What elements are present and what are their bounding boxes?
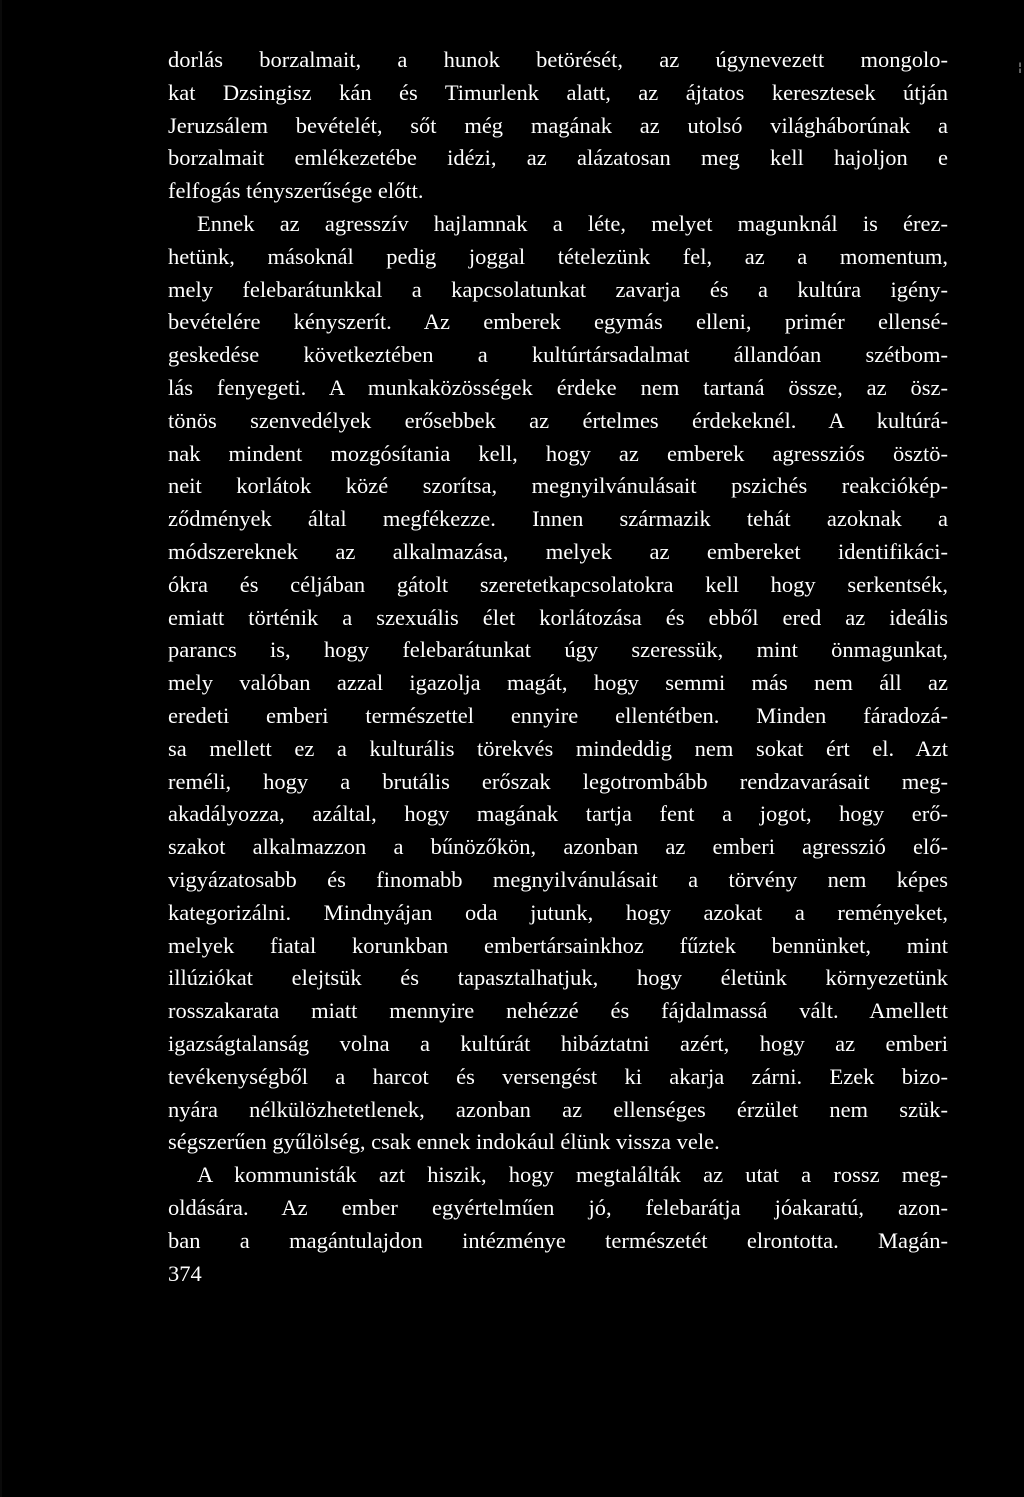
text-line-32: tevékenységből a harcot és versengést ki akarja zárni. Ezek bizo- — [168, 1063, 948, 1089]
text-line-6: Ennek az agresszív hajlamnak a léte, melyet magunknál is érez- — [197, 210, 948, 236]
text-line-13: nak mindent mozgósítania kell, hogy az emberek agressziós ösztö- — [168, 440, 948, 466]
text-line-11: lás fenyegeti. A munkaközösségek érdeke nem tartaná össze, az ösz- — [168, 374, 948, 400]
text-line-27: kategorizálni. Mindnyájan oda jutunk, hogy azokat a reményeket, — [168, 899, 948, 925]
text-line-36: oldására. Az ember egyértelműen jó, felebarátja jóakaratú, azon- — [168, 1194, 948, 1220]
text-line-37: ban a magántulajdon intézménye természetét elrontotta. Magán- — [168, 1227, 948, 1253]
text-line-23: reméli, hogy a brutális erőszak legotrombább rendzavarásait meg- — [168, 768, 948, 794]
text-line-30: rosszakarata miatt mennyire nehézzé és fájdalmassá vált. Amellett — [168, 998, 948, 1024]
right-edge-mark: ¦ — [1017, 60, 1022, 74]
text-line-33: nyára nélkülözhetetlenek, azonban az ellenséges érzület nem szük- — [168, 1096, 948, 1122]
text-line-1: dorlás borzalmait, a hunok betörését, az úgynevezett mongolo- — [168, 47, 948, 72]
text-line-20: mely valóban azzal igazolja magát, hogy semmi más nem áll az — [168, 670, 948, 696]
text-line-29: illúziókat elejtsük és tapasztalhatjuk, hogy életünk környezetünk — [168, 965, 948, 991]
text-line-22: sa mellett ez a kulturális törekvés mindeddig nem sokat ért el. Azt — [168, 735, 948, 761]
text-line-21: eredeti emberi természettel ennyire ellentétben. Minden fáradozá- — [168, 702, 948, 728]
text-line-8: mely felebarátunkkal a kapcsolatunkat zavarja és a kultúra igény- — [168, 276, 948, 302]
text-line-28: melyek fiatal korunkban embertársainkhoz fűztek bennünket, mint — [168, 932, 948, 958]
text-line-15: ződmények által megfékezze. Innen származik tehát azoknak a — [168, 506, 948, 532]
text-line-5: felfogás tényszerűsége előtt. — [168, 178, 424, 204]
text-line-2: kat Dzsingisz kán és Timurlenk alatt, az ájtatos keresztesek útján — [168, 79, 948, 105]
text-line-12: tönös szenvedélyek erősebbek az értelmes érdekeknél. A kultúrá- — [168, 407, 948, 433]
page-number: 374 — [168, 1261, 202, 1286]
text-line-4: borzalmait emlékezetébe idézi, az alázatosan meg kell hajoljon e — [168, 145, 948, 171]
text-line-17: ókra és céljában gátolt szeretetkapcsolatokra kell hogy serkentsék, — [168, 571, 948, 597]
text-line-31: igazságtalanság volna a kultúrát hibáztatni azért, hogy az emberi — [168, 1030, 948, 1056]
text-line-26: vigyázatosabb és finomabb megnyilvánulásait a törvény nem képes — [168, 866, 948, 892]
text-line-9: bevételére kényszerít. Az emberek egymás elleni, primér ellensé- — [168, 309, 948, 335]
text-line-10: geskedése következtében a kultúrtársadalmat állandóan szétbom- — [168, 342, 948, 368]
text-line-16: módszereknek az alkalmazása, melyek az embereket identifikáci- — [168, 538, 948, 564]
text-line-35: A kommunisták azt hiszik, hogy megtalálták az utat a rossz meg- — [197, 1162, 948, 1188]
text-line-7: hetünk, másoknál pedig joggal tételezünk fel, az a momentum, — [168, 243, 948, 269]
text-line-34: ségszerűen gyűlölség, csak ennek indokául élünk vissza vele. — [168, 1129, 720, 1155]
text-line-3: Jeruzsálem bevételét, sőt még magának az utolsó világháborúnak a — [168, 112, 948, 138]
text-line-24: akadályozza, azáltal, hogy magának tartja fent a jogot, hogy erő- — [168, 801, 948, 827]
text-line-25: szakot alkalmazzon a bűnözőkön, azonban az emberi agresszió elő- — [168, 834, 948, 860]
page-left-edge — [0, 0, 2, 1497]
text-line-18: emiatt történik a szexuális élet korlátozása és ebből ered az ideális — [168, 604, 948, 630]
text-line-19: parancs is, hogy felebarátunkat úgy szeressük, mint önmagunkat, — [168, 637, 948, 663]
body-text — [168, 44, 948, 1257]
text-line-14: neit korlátok közé szorítsa, megnyilvánulásait pszichés reakciókép- — [168, 473, 948, 499]
